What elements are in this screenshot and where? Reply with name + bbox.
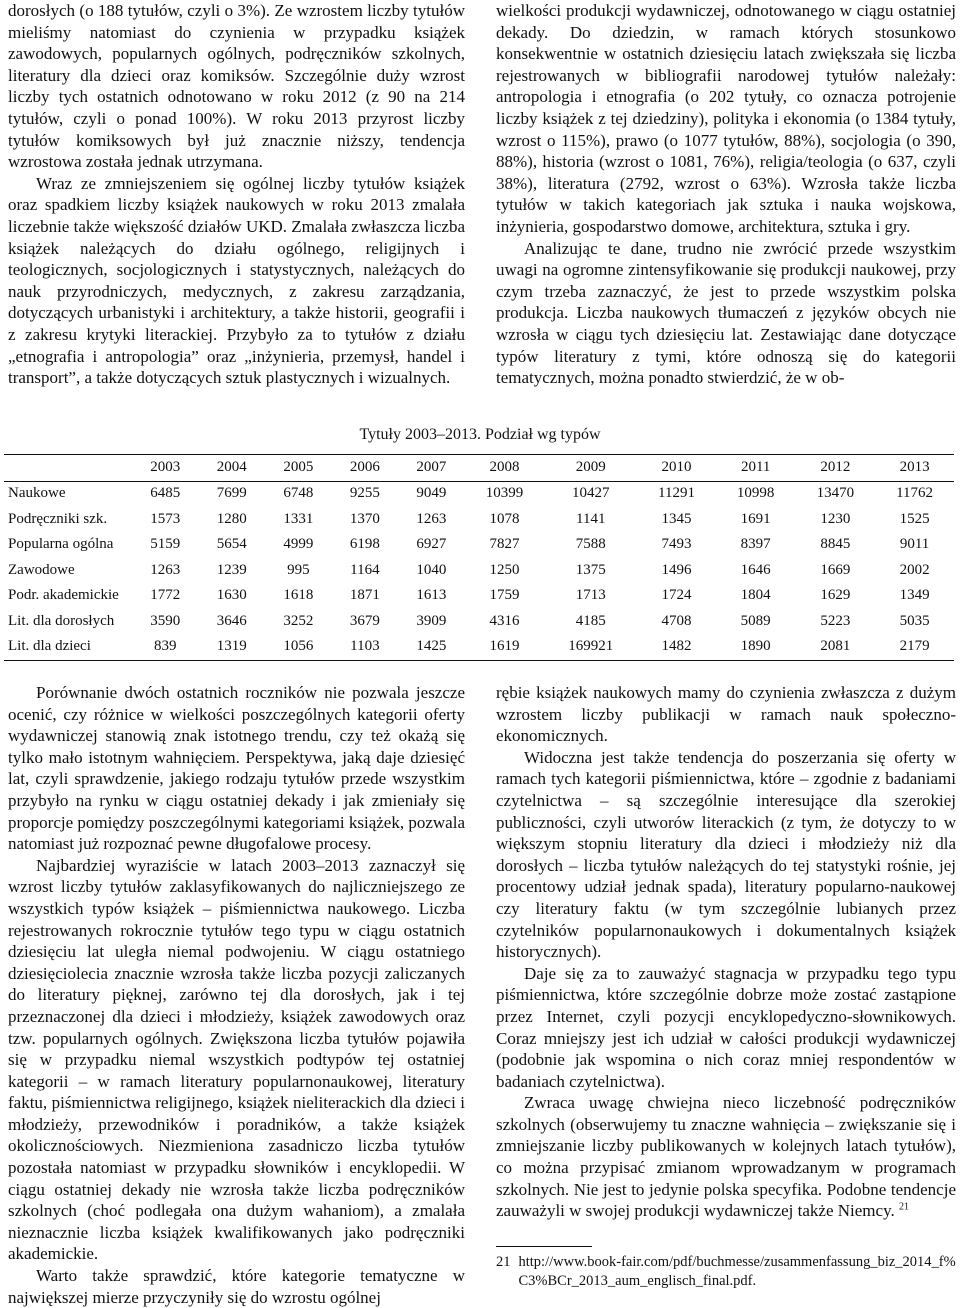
table-cell: 6198 [349,536,380,553]
table-cell: 7699 [216,485,247,502]
table-cell: 1804 [740,587,771,604]
table-cell: 1646 [740,561,771,578]
table-cell: 1141 [576,510,606,527]
table-row [4,558,954,584]
table-cell: 4708 [661,612,692,629]
paragraph [496,1092,956,1222]
table-cell: 3252 [283,612,314,629]
table-cell: 1724 [661,587,692,604]
table-cell: 6485 [150,485,181,502]
table-cell: 1890 [716,635,796,661]
year-header: 2009 [544,455,637,482]
table-cell: 1164 [350,561,380,578]
table-cell: 1349 [899,587,930,604]
table-cell: 1370 [349,510,380,527]
table-cell: 1713 [575,587,606,604]
table-cell: 1103 [332,635,399,661]
table-cell: 839 [132,635,199,661]
table-cell: 3590 [150,612,181,629]
year-header: 2003 [132,455,199,482]
paragraph-text: dorosłych (o 188 tytułów, czyli o 3%). Ze wzrostem liczby tytułów mieliśmy natomiast do czynienia w przypadku książek zawodowych, popularnych ogólnych, podręczników szkolnych, literatury dla dzieci oraz komiksów. Szczególnie duży wzrost liczby tych ostatnich odnotowano w roku 2012 (z 90 na 214 tytułów, czyli o ponad 100%). W roku 2013 przyrost liczby tytułów komiksowych był już znacznie niższy, tendencja wzrostowa została jednak utrzymana. [8,1,465,172]
year-header: 2007 [398,455,465,482]
year-header: 2004 [199,455,266,482]
paragraph [8,682,465,855]
table-cell: 10998 [736,485,775,502]
table-cell: 1669 [820,561,851,578]
table-cell: 3646 [216,612,247,629]
table-cell: 1619 [465,635,545,661]
year-header: 2006 [332,455,399,482]
paragraph [8,1265,465,1308]
table-cell: 1263 [416,510,447,527]
table-cell: 10427 [571,485,610,502]
table-cell: 2081 [796,635,876,661]
table-cell: 1078 [489,510,520,527]
table-cell: 1629 [820,587,851,604]
year-header: 2005 [265,455,332,482]
table-cell: 8845 [820,536,851,553]
paragraph-text: rębie książek naukowych mamy do czynienia zwłaszcza z dużym wzrostem liczby publikacji w ramach nauk społeczno-ekonomicznych. [496,683,956,746]
row-label: Lit. dla dorosłych [8,612,115,629]
titles-table [4,454,954,661]
table-cell: 1759 [489,587,520,604]
table-header-empty [4,455,132,482]
table-cell: 9049 [416,485,447,502]
table-cell: 1482 [637,635,716,661]
row-label: Podręczniki szk. [8,510,108,527]
table-row [4,609,954,635]
table-cell: 7827 [489,536,520,553]
row-label: Popularna ogólna [8,536,114,553]
table-cell: 4316 [489,612,520,629]
table-cell: 1691 [740,510,771,527]
table-row [4,507,954,533]
paragraph [8,0,465,173]
table-cell: 1613 [416,587,447,604]
paragraph-text: Zwraca uwagę chwiejna nieco liczebność podręczników szkolnych (obserwujemy tu znaczne wahnięcia – zwiększanie się i zmniejszanie liczby publikowanych w kolejnych latach tytułów), co można przypisać zmianom wprowadzanym w programach szkolnych. Nie jest to jedynie polska specyfika. Podobne tendencje zauważyli w swojej produkcji wydawniczej także Niemcy. [496,1093,956,1221]
table-cell: 5089 [740,612,771,629]
footnote-number: 21 [496,1253,511,1270]
table-cell: 4999 [283,536,314,553]
paragraph [496,238,956,389]
table-caption: Tytuły 2003–2013. Podział wg typów [359,426,601,443]
paragraph [8,173,465,389]
table-cell: 1871 [349,587,380,604]
table-cell: 1525 [899,510,930,527]
year-header: 2008 [465,455,545,482]
footnote-link[interactable]: http://www.book-fair.com/pdf/buchmesse/zusammenfassung_biz_2014_f%C3%BCr_2013_aum_englisch_final.pdf. [518,1253,956,1289]
paragraph [496,682,956,747]
paragraph-text: Warto także sprawdzić, które kategorie tematyczne w największej mierze przyczyniły się do wzrostu ogólnej [8,1266,465,1307]
table-cell: 9255 [349,485,380,502]
table-cell: 9011 [899,536,930,553]
table-cell: 11762 [896,485,934,502]
table-cell: 11291 [658,485,695,502]
table-cell: 3909 [416,612,447,629]
table-cell: 8397 [740,536,771,553]
table-cell: 5654 [216,536,247,553]
table-cell: 1040 [416,561,447,578]
table-cell: 1425 [398,635,465,661]
table-cell: 2002 [899,561,930,578]
table-cell: 5035 [899,612,930,629]
table-cell: 1263 [150,561,181,578]
table-cell: 4185 [575,612,606,629]
table-cell: 1630 [216,587,247,604]
text-column-top-left [8,0,465,389]
table-cell: 10399 [485,485,524,502]
table-header-row [4,455,954,482]
row-label: Podr. akademickie [8,587,119,604]
row-label: Naukowe [8,485,66,502]
table-cell: 1618 [283,587,314,604]
table-cell: 995 [287,561,310,578]
table-row [4,584,954,610]
table-cell: 7493 [661,536,692,553]
table-cell: 169921 [544,635,637,661]
table-cell: 3679 [349,612,380,629]
paragraph-text: Porównanie dwóch ostatnich roczników nie pozwala jeszcze ocenić, czy różnice w wielkości poszczególnych kategorii oferty wydawniczej stanowią znak istotnego trendu, czy też okażą się tylko mało istotnym wahnięciem. Perspektywa, jaką daje dziesięć lat, czyli sprawdzenie, jakiego rodzaju tytułów przede wszystkim przybyło na rynku w ciągu ostatniej dekady i jak zmieniały się proporcje pomiędzy poszczególnymi kategoriami książek, pozwala natomiast już rozpoznać pewne długofalowe procesy. [8,683,465,854]
table-cell: 1772 [150,587,181,604]
table-cell: 7588 [575,536,606,553]
paragraph [496,0,956,238]
table-cell: 1573 [150,510,181,527]
table-row [4,533,954,559]
year-header: 2012 [796,455,876,482]
table-cell: 5159 [150,536,181,553]
table-cell: 13470 [816,485,855,502]
row-label: Zawodowe [8,561,75,578]
footnote-rule [496,1246,592,1247]
table-cell: 1230 [820,510,851,527]
table-cell: 1375 [575,561,606,578]
table-cell: 1331 [283,510,314,527]
table-cell: 1250 [489,561,520,578]
paragraph-text: Wraz ze zmniejszeniem się ogólnej liczby tytułów książek oraz spadkiem liczby książek naukowych w roku 2013 zmalała liczebnie także większość działów UKD. Zmalała zwłaszcza liczba książek należących do działu ogólnego, religijnych i teologicznych, socjologicznych i statystycznych, należących do nauk przyrodniczych, medycznych, z zakresu zarządzania, dotyczących urbanistyki i architektury, a także historii, geografii i z zakresu krytyki literackiej. Przybyło za to tytułów z działu „etnografia i antropologia” oraz „inżynieria, przemysł, handel i transport”, a także dotyczących sztuk plastycznych i wizualnych. [8,173,465,388]
paragraph-text: Analizując te dane, trudno nie zwrócić przede wszystkim uwagi na ogromne zintensyfikowanie się produkcji naukowej, przy czym trzeba zaznaczyć, że jest to przede wszystkim polska produkcja. Liczba naukowych tłumaczeń z języków obcych nie wzrosła w ciągu tych dziesięciu lat. Zestawiając dane dotyczące typów literatury z tymi, które odnoszą się do kategorii tematycznych, można ponadto stwierdzić, że w ob- [496,238,956,388]
year-header: 2010 [637,455,716,482]
table-row [4,481,954,507]
text-column-top-right [496,0,956,389]
text-column-bottom-right [496,682,956,1291]
paragraph [496,747,956,963]
paragraph [8,855,465,1265]
table-cell: 1239 [216,561,247,578]
table-cell: 1319 [199,635,266,661]
table-cell: 1056 [265,635,332,661]
paragraph [496,963,956,1093]
table-cell: 6748 [283,485,314,502]
table-cell: 1345 [661,510,692,527]
year-header: 2013 [875,455,954,482]
text-column-bottom-left [8,682,465,1308]
footnote-reference[interactable]: 21 [898,1201,909,1213]
table-cell: 1496 [661,561,692,578]
paragraph-text: Najbardziej wyraziście w latach 2003–2013 zaznaczył się wzrost liczby tytułów zaklasyfikowanych do najliczniejszego ze wszystkich typów książek – piśmiennictwa naukowego. Liczba rejestrowanych rokrocznie tytułów tego typu w ciągu ostatnich dziesięciu lat uległa niemal podwojeniu. W ciągu ostatniego dziesięciolecia znacznie wzrosła także liczba pozycji zaliczanych do literatury pięknej, zarówno tej dla dorosłych, jak i tej przeznaczonej dla dzieci i młodzieży, książek zawodowych oraz tzw. popularnych ogólnych. Zwiększona liczba tytułów pojawiła się w przypadku niemal wszystkich podtypów tej ostatniej kategorii – w ramach literatury popularnonaukowej, literatury faktu, piśmiennictwa religijnego, książek nieliterackich dla dzieci i młodzieży, przewodników i poradników, a także książek okolicznościowych. Niezmieniona zasadniczo liczba tytułów pozostała natomiast w przypadku słowników i encyklopedii. W ciągu ostatniej dekady nie wzrosła także liczba podręczników szkolnych (choć podlegała ona dużym wahaniom), a zmalała nieznacznie liczba książek kwalifikowanych jako podręczniki akademickie. [8,855,465,1264]
row-label: Lit. dla dzieci [4,635,132,661]
paragraph-text: wielkości produkcji wydawniczej, odnotowanego w ciągu ostatniej dekady. Do dziedzin, w ramach których stosunkowo konsekwentnie w ostatnich dziesięciu latach zwiększała się liczba rejestrowanych w bibliografii narodowej tytułów należały: antropologia i etnografia (o 202 tytuły, co oznacza potrojenie liczby książek z tej dziedziny), polityka i ekonomia (o 1384 tytuły, wzrost o 115%), prawo (o 1077 tytułów, 88%), socjologia (o 390, 88%), historia (wzrost o 1081, 76%), religia/teologia (o 637, czyli 38%), literatura (2792, wzrost o 63%). Wzrosła także liczba tytułów w takich kategoriach jak sztuka i nauka wojskowa, inżynieria, gospodarstwo domowe, architektura, sztuka i gry. [496,1,956,236]
paragraph-text: Widoczna jest także tendencja do poszerzania się oferty w ramach tych kategorii piśmiennictwa, które – zgodnie z badaniami czytelnictwa – są szczególnie interesujące dla szerokiej publiczności, czyli utworów literackich (z tym, że dotyczy to w większym stopniu literatury dla dzieci i młodzieży niż dla dorosłych – liczba tytułów należących do tej statystyki rośnie, jej procentowy udział jednak spada), literatury popularno-naukowej czy literatury faktu (w tym szczególnie lubianych przez czytelników popularnonaukowych i dokumentalnych książek historycznych). [496,747,956,962]
table-cell: 6927 [416,536,447,553]
table-cell: 2179 [875,635,954,661]
year-header: 2011 [716,455,796,482]
table-row [4,635,954,661]
footnote [496,1253,956,1291]
table-cell: 5223 [820,612,851,629]
table-cell: 1280 [216,510,247,527]
paragraph-text: Daje się za to zauważyć stagnacja w przypadku tego typu piśmiennictwa, które szczególnie dobrze może zostać zastąpione przez Internet, czyli pozycji encyklopedyczno-słownikowych. Coraz mniejszy jest ich udział w całości produkcji wydawniczej (podobnie jak wspomina o nich coraz mniej respondentów w badaniach czytelnictwa). [496,963,956,1091]
